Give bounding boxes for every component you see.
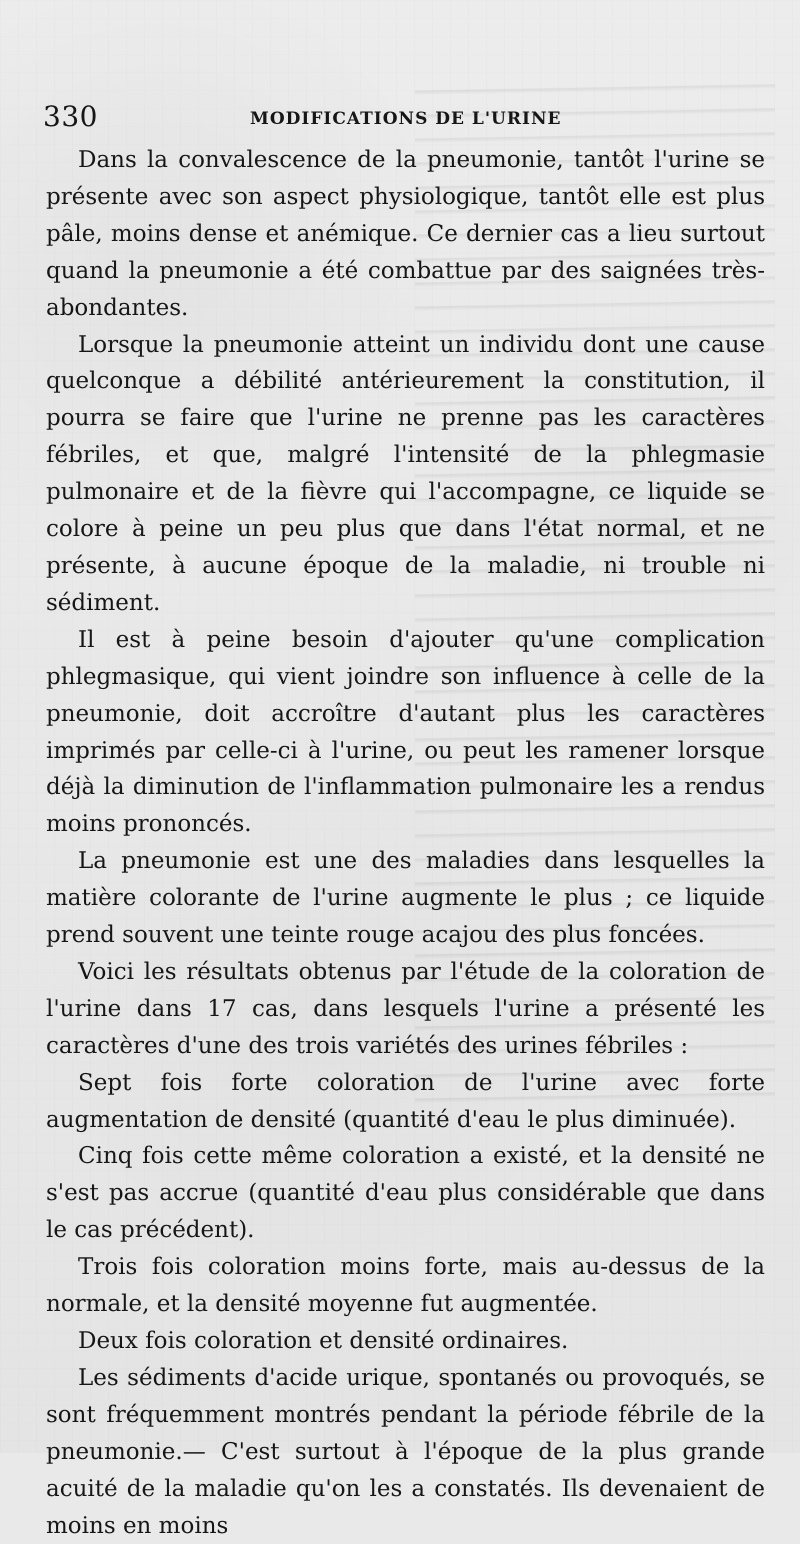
paragraph: Dans la convalescence de la pneumonie, tantôt l'urine se présente avec son aspect physiologique, tantôt elle est plus pâle, moins dense et anémique. Ce dernier cas a lieu surtout quand la pneumonie a été combattue par des saignées très-abondantes. [46,147,765,321]
paragraph: Voici les résultats obtenus par l'étude de la coloration de l'urine dans 17 cas, dans lesquels l'urine a présenté les caractères d'une des trois variétés des urines fébriles : [46,958,765,1059]
paragraph: Sept fois forte coloration de l'urine avec forte augmentation de densité (quantité d'eau le plus diminuée). [46,1069,765,1133]
running-title: MODIFICATIONS DE L'URINE [250,109,562,129]
paragraph: Trois fois coloration moins forte, mais au-dessus de la normale, et la densité moyenne fut augmentée. [46,1254,765,1318]
paragraph: Lorsque la pneumonie atteint un individu dont une cause quelconque a débilité antérieurement la constitution, il pourra se faire que l'urine ne prenne pas les caractères fébriles, et que, malgré l'intensité de la phlegmasie pulmonaire et de la fièvre qui l'accompagne, ce liquide se colore à peine un peu plus que dans l'état normal, et ne présente, à aucune époque de la maladie, ni trouble ni sédiment. [46,331,765,616]
paragraph: Deux fois coloration et densité ordinaires. [78,1328,569,1354]
page-number: 330 [43,100,98,133]
paragraph: Cinq fois cette même coloration a existé, et la densité ne s'est pas accrue (quantité d'eau plus considérable que dans le cas précédent). [46,1143,765,1244]
main-text [46,142,765,1544]
paragraph: Il est à peine besoin d'ajouter qu'une complication phlegmasique, qui vient joindre son influence à celle de la pneumonie, doit accroître d'autant plus les caractères imprimés par celle-ci à l'urine, ou peut les ramener lorsque déjà la diminution de l'inflammation pulmonaire les a rendus moins prononcés. [46,626,765,838]
paragraph: La pneumonie est une des maladies dans lesquelles la matière colorante de l'urine augmente le plus ; ce liquide prend souvent une teinte rouge acajou des plus foncées. [46,848,765,949]
page-header [43,100,763,139]
paragraph: Les sédiments d'acide urique, spontanés ou provoqués, se sont fréquemment montrés pendant la période fébrile de la pneumonie.— C'est surtout à l'époque de la plus grande acuité de la maladie qu'on les a constatés. Ils devenaient de moins en moins [46,1364,765,1539]
